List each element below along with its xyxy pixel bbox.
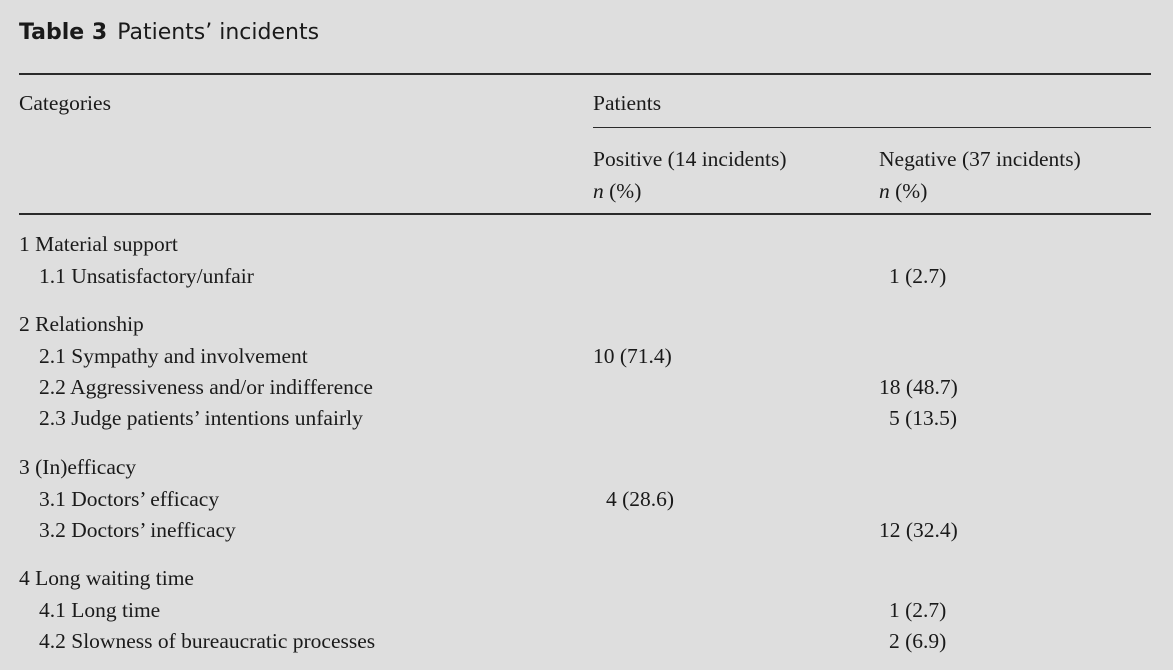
pct-symbol: (%) — [895, 179, 928, 203]
row-negative-value: 5 (13.5) — [889, 406, 958, 430]
row-negative-value: 1 (2.7) — [889, 264, 947, 288]
table-title: Patients’ incidents — [117, 20, 320, 45]
row-label: 4.2 Slowness of bureaucratic processes — [39, 629, 376, 653]
row-label: 2.1 Sympathy and involvement — [39, 344, 308, 368]
row-label: 3.2 Doctors’ inefficacy — [39, 518, 236, 542]
patients-rule — [593, 127, 1151, 128]
row-positive-value: 10 (71.4) — [593, 344, 672, 368]
row-label: 3.1 Doctors’ efficacy — [39, 487, 220, 511]
row-negative-value: 1 (2.7) — [889, 598, 947, 622]
header-positive-n — [593, 178, 641, 204]
table-number: Table 3 — [19, 20, 108, 45]
row-label: 4 Long waiting time — [19, 566, 194, 590]
row-negative-value: 18 (48.7) — [879, 375, 958, 399]
row-positive-value: 4 (28.6) — [606, 487, 675, 511]
row-label: 1.1 Unsatisfactory/unfair — [39, 264, 254, 288]
n-symbol: n — [879, 179, 890, 203]
header-negative-n — [879, 178, 927, 204]
row-label: 3 (In)efficacy — [19, 455, 137, 479]
pct-symbol: (%) — [609, 179, 642, 203]
n-symbol: n — [593, 179, 604, 203]
row-negative-value: 2 (6.9) — [889, 629, 947, 653]
row-label: 2.2 Aggressiveness and/or indifference — [39, 375, 373, 399]
header-categories: Categories — [19, 91, 111, 115]
top-rule — [19, 73, 1151, 75]
header-patients: Patients — [593, 91, 662, 115]
table-caption — [19, 19, 319, 47]
header-negative: Negative (37 incidents) — [879, 147, 1081, 171]
header-rule — [19, 213, 1151, 215]
row-negative-value: 12 (32.4) — [879, 518, 958, 542]
row-label: 1 Material support — [19, 232, 178, 256]
row-label: 2.3 Judge patients’ intentions unfairly — [39, 406, 363, 430]
row-label: 2 Relationship — [19, 312, 144, 336]
row-label: 4.1 Long time — [39, 598, 161, 622]
header-positive: Positive (14 incidents) — [593, 147, 787, 171]
